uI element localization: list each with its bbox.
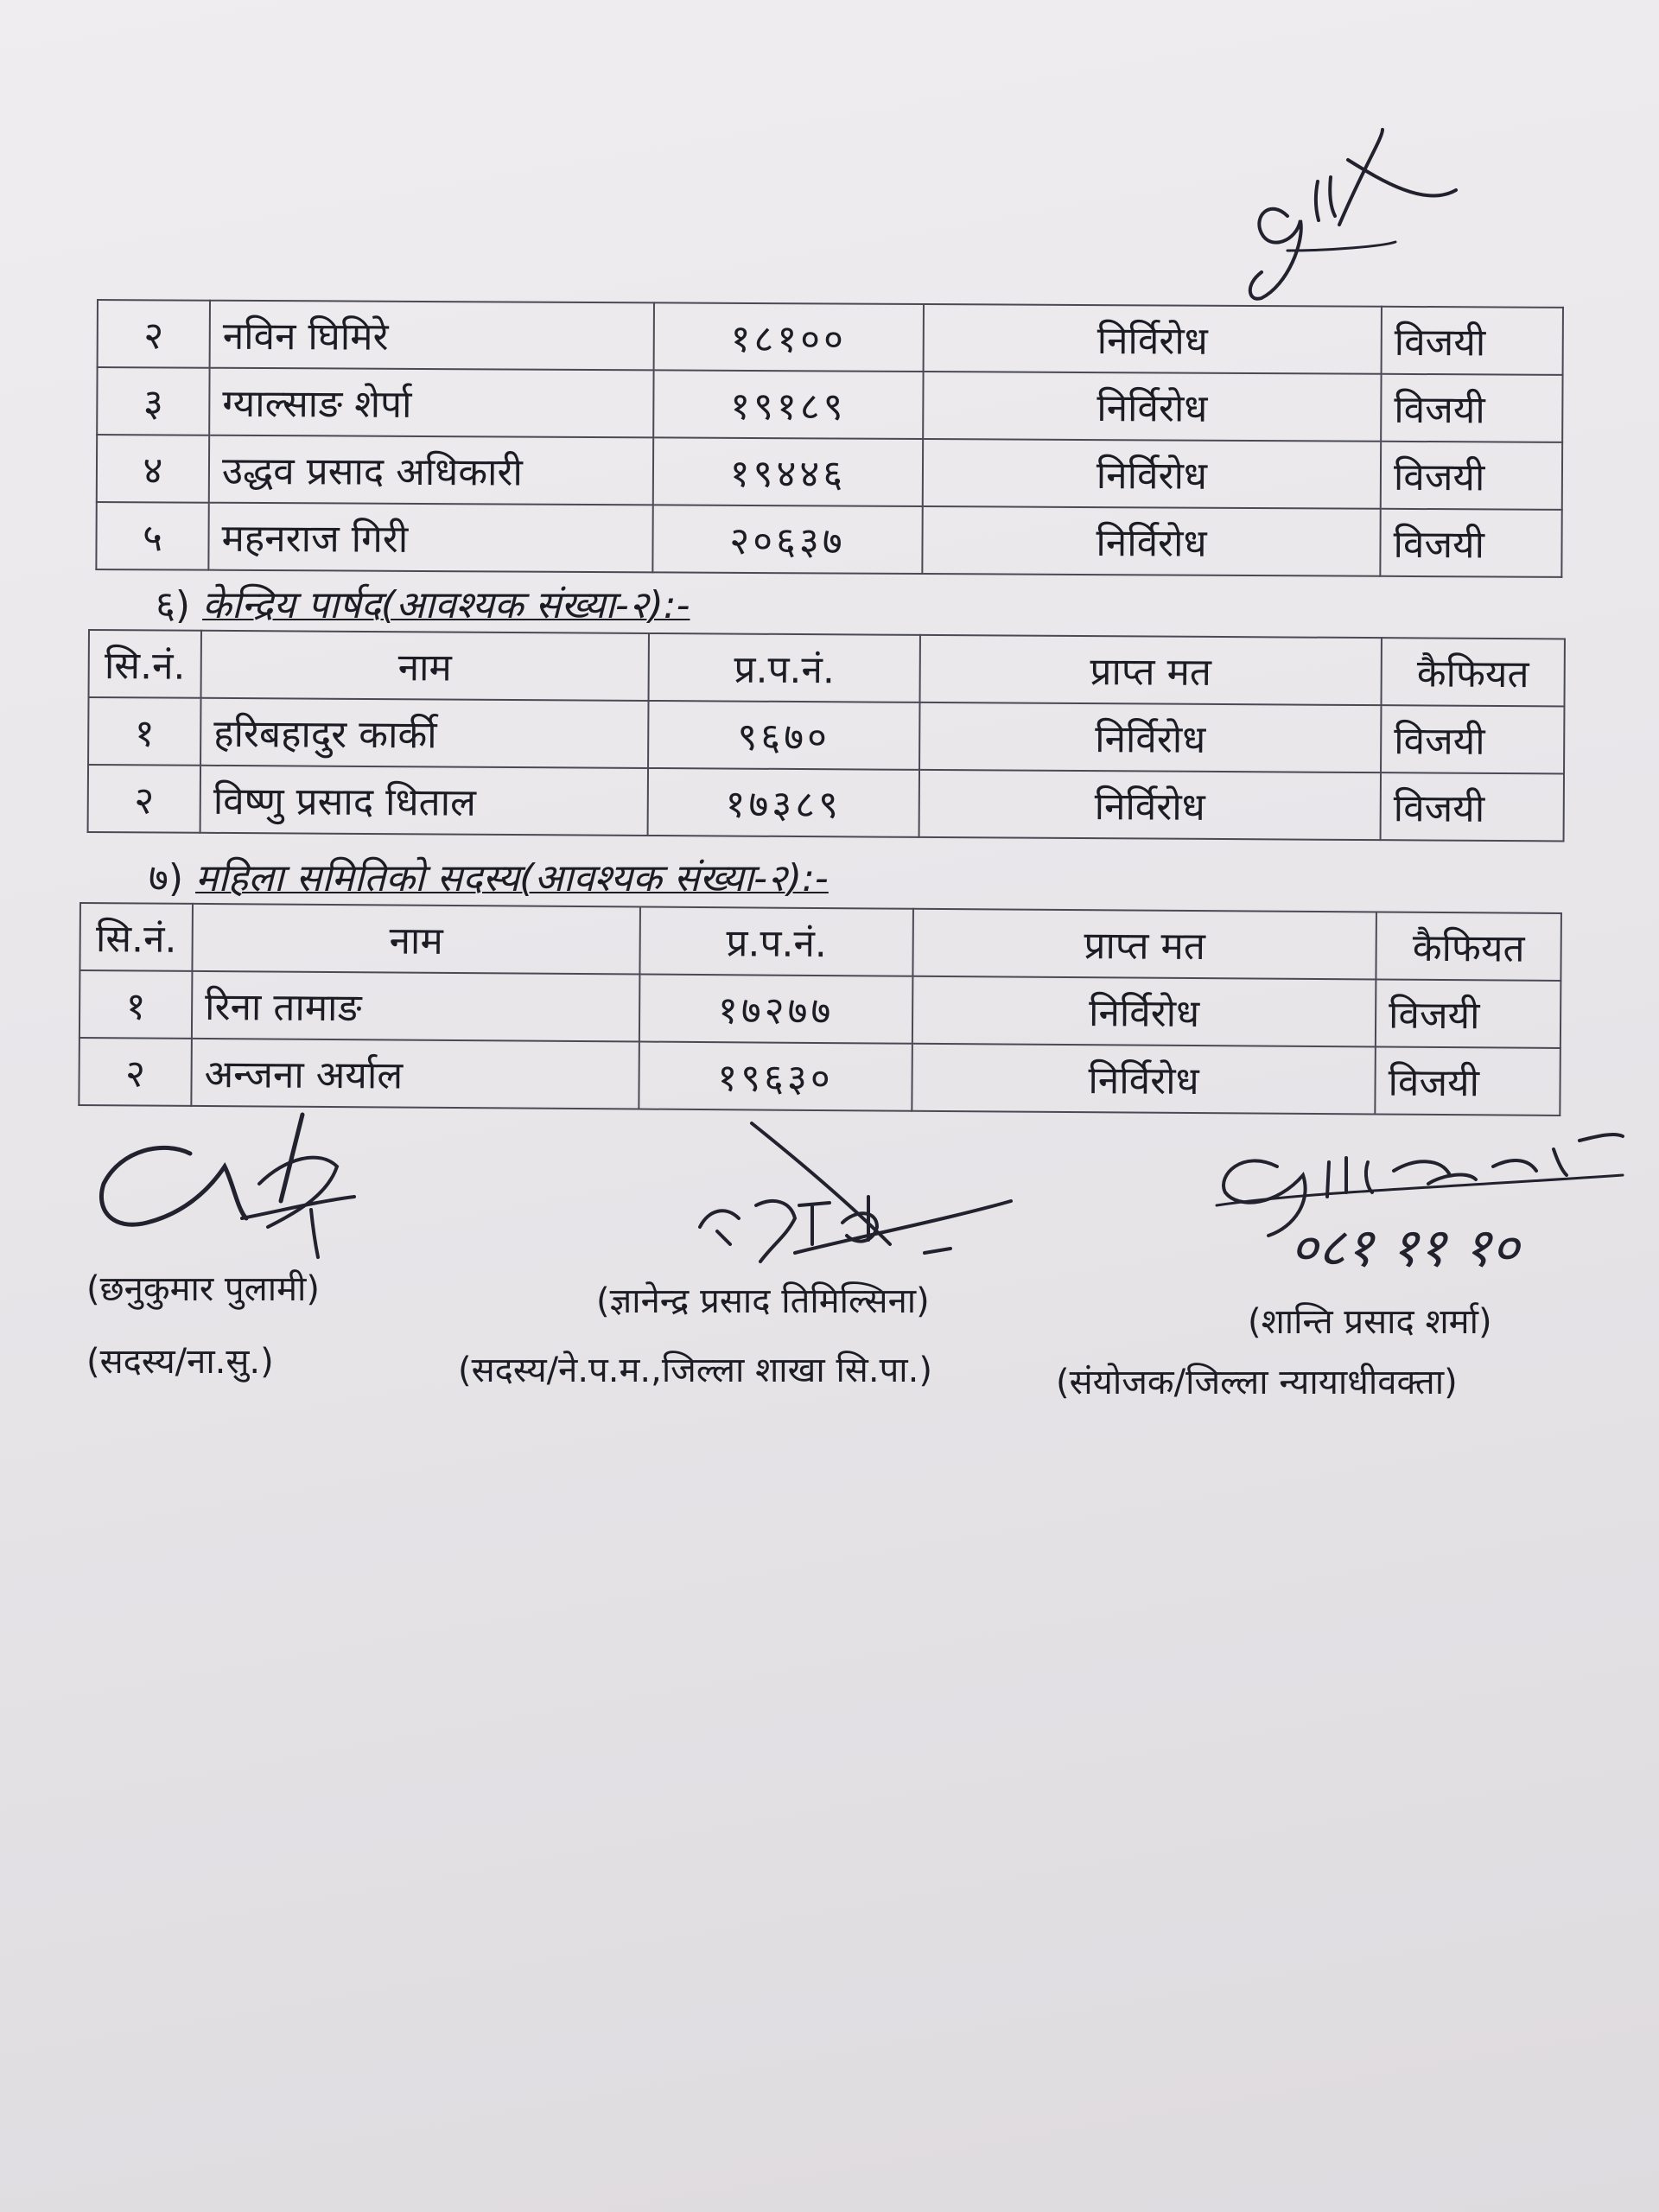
cell-remarks: विजयी xyxy=(1381,374,1562,442)
table-row xyxy=(97,435,1562,510)
header-sn: सि.नं. xyxy=(79,903,193,971)
cell-remarks: विजयी xyxy=(1381,442,1562,510)
header-votes: प्राप्त मत xyxy=(919,635,1381,705)
cell-name: हरिबहादुर कार्की xyxy=(200,698,648,768)
cell-name: विष्णु प्रसाद धिताल xyxy=(200,766,648,836)
cell-name: उद्धव प्रसाद अधिकारी xyxy=(209,435,653,505)
section-7-number: ७) xyxy=(149,856,184,900)
cell-sn: ४ xyxy=(97,435,209,503)
cell-name: महनराज गिरी xyxy=(208,503,652,573)
cell-name: ग्याल्साङ शेर्पा xyxy=(209,368,653,438)
table-header-row xyxy=(89,630,1565,706)
header-name: नाम xyxy=(192,904,640,975)
signatory-3-name: (शान्ति प्रसाद शर्मा) xyxy=(1248,1302,1492,1342)
cell-sn: १ xyxy=(88,697,200,766)
women-committee-table xyxy=(78,902,1562,1116)
table-header-row xyxy=(79,903,1561,981)
cell-pp-no: १८१०० xyxy=(654,302,924,372)
cell-votes: निर्विरोध xyxy=(912,976,1376,1047)
signatory-3-role: (संयोजक/जिल्ला न्यायाधीवक्ता) xyxy=(1056,1363,1458,1402)
signature-1 xyxy=(95,1115,372,1262)
cell-votes: निर्विरोध xyxy=(923,372,1381,442)
cell-votes: निर्विरोध xyxy=(923,439,1381,509)
table-row xyxy=(96,502,1561,577)
header-remarks: कैफियत xyxy=(1376,912,1561,980)
signature-3 xyxy=(1217,1123,1631,1296)
section-7-title: महिला समितिको सदस्य(आवश्यक संख्या-२):- xyxy=(195,856,829,900)
cell-pp-no: २०६३७ xyxy=(652,505,922,574)
table-row xyxy=(79,1038,1560,1116)
header-sn: सि.नं. xyxy=(89,630,201,698)
results-table-continued xyxy=(95,299,1564,578)
cell-remarks: विजयी xyxy=(1380,509,1561,577)
cell-name: नविन घिमिरे xyxy=(210,301,654,371)
section-7-heading xyxy=(149,850,829,902)
signature-3-date: ०८१ ११ १० xyxy=(1290,1216,1520,1279)
cell-sn: २ xyxy=(79,1038,192,1106)
section-6-title: केन्द्रिय पार्षद(आवश्यक संख्या-२):- xyxy=(202,583,690,627)
cell-votes: निर्विरोध xyxy=(919,770,1381,840)
cell-pp-no: १७३८९ xyxy=(648,768,919,837)
handwritten-mark xyxy=(1236,112,1478,311)
cell-sn: १ xyxy=(79,970,193,1039)
signatory-1-name: (छनुकुमार पुलामी) xyxy=(86,1269,321,1309)
cell-remarks: विजयी xyxy=(1381,705,1564,773)
header-votes: प्राप्त मत xyxy=(912,909,1376,980)
cell-pp-no: १९४४६ xyxy=(653,437,923,506)
cell-votes: निर्विरोध xyxy=(924,304,1382,374)
cell-sn: ३ xyxy=(97,367,209,435)
header-pp-no: प्र.प.नं. xyxy=(649,633,920,702)
cell-remarks: विजयी xyxy=(1382,307,1563,375)
cell-name: अन्जना अर्याल xyxy=(191,1039,639,1109)
table-row xyxy=(88,765,1564,841)
signatory-2-role: (सदस्य/ने.प.म.,जिल्ला शाखा सि.पा.) xyxy=(458,1351,932,1390)
cell-votes: निर्विरोध xyxy=(919,702,1381,772)
table-row xyxy=(79,970,1561,1048)
cell-remarks: विजयी xyxy=(1375,1046,1560,1115)
signatory-1-role: (सदस्य/ना.सु.) xyxy=(86,1342,274,1382)
cell-name: रिना तामाङ xyxy=(192,971,640,1042)
signatory-2-name: (ज्ञानेन्द्र प्रसाद तिमिल्सिना) xyxy=(596,1281,930,1321)
table-row xyxy=(97,367,1562,442)
cell-sn: २ xyxy=(98,300,210,368)
cell-remarks: विजयी xyxy=(1381,772,1564,841)
header-remarks: कैफियत xyxy=(1381,638,1564,706)
cell-votes: निर्विरोध xyxy=(912,1044,1376,1115)
cell-votes: निर्विरोध xyxy=(922,506,1380,576)
table-row xyxy=(98,300,1563,375)
cell-pp-no: १९१८९ xyxy=(653,370,923,439)
table-row xyxy=(88,697,1564,773)
signature-2 xyxy=(691,1123,1020,1296)
header-name: नाम xyxy=(201,631,649,701)
cell-pp-no: १७२७७ xyxy=(639,975,913,1044)
central-councillor-table xyxy=(87,629,1566,842)
section-6-number: ६) xyxy=(156,583,191,627)
section-6-heading xyxy=(156,577,690,629)
cell-pp-no: ९६७० xyxy=(648,701,919,770)
cell-pp-no: १९६३० xyxy=(639,1042,912,1111)
header-pp-no: प्र.प.नं. xyxy=(639,907,913,976)
cell-sn: ५ xyxy=(96,502,208,570)
cell-remarks: विजयी xyxy=(1376,979,1561,1047)
cell-sn: २ xyxy=(88,765,200,833)
